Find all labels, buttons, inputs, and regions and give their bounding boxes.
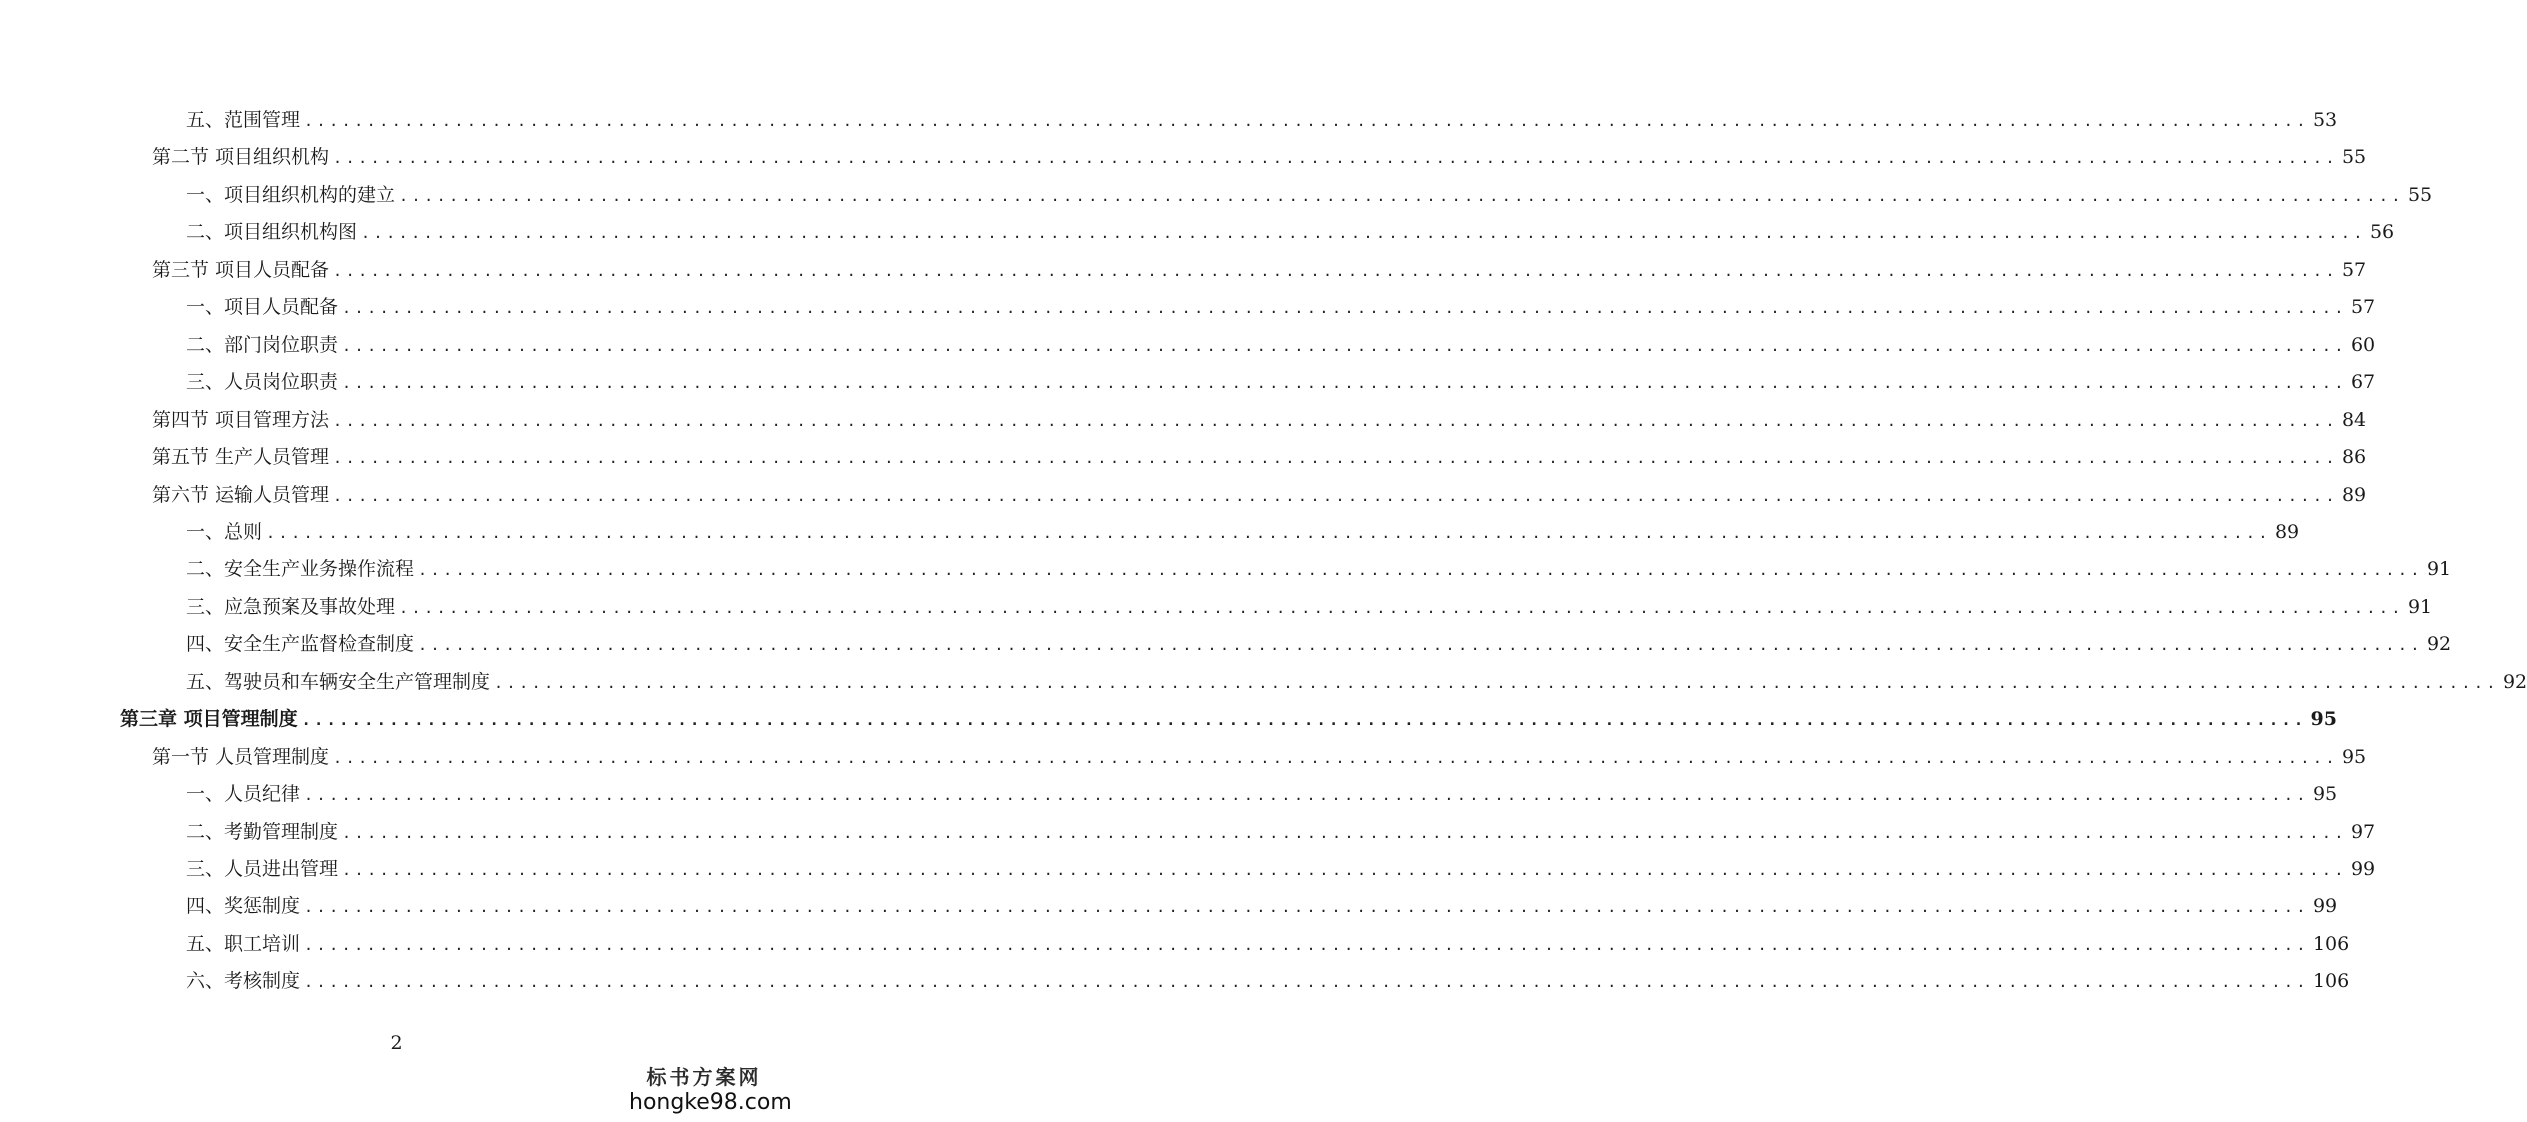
toc-entry-title: 三、人员进出管理	[186, 858, 339, 880]
toc-entry-title: 五、职工培训	[186, 933, 301, 955]
toc-entry	[120, 701, 2337, 731]
toc-dot-leader: ................................................................................................................................................................	[342, 861, 2347, 879]
toc-entry-title: 第五节 生产人员管理	[152, 446, 330, 468]
toc-dot-leader: ................................................................................................................................................................	[418, 636, 2423, 654]
toc-entry-title: 第三章 项目管理制度	[120, 708, 298, 730]
toc-entry	[186, 514, 2300, 544]
toc-entry-page: 89	[2341, 484, 2367, 506]
toc-entry-page: 92	[2502, 671, 2527, 693]
toc-dot-leader: ................................................................................................................................................................	[304, 936, 2309, 954]
toc-entry-title: 一、总则	[186, 521, 263, 543]
toc-entry-page: 89	[2274, 521, 2300, 543]
toc-dot-leader: ................................................................................................................................................................	[361, 224, 2366, 242]
toc-dot-leader: ................................................................................................................................................................	[342, 299, 2347, 317]
toc-dot-leader: ................................................................................................................................................................	[333, 262, 2338, 280]
toc-dot-leader: ................................................................................................................................................................	[399, 187, 2404, 205]
toc-entry	[186, 289, 2376, 319]
toc-entry-page: 106	[2312, 933, 2350, 955]
toc-entry-title: 一、项目组织机构的建立	[186, 184, 396, 206]
toc-entry-title: 第六节 运输人员管理	[152, 484, 330, 506]
toc-entry-title: 二、部门岗位职责	[186, 334, 339, 356]
toc-entry	[186, 664, 2527, 694]
toc-entry-title: 五、驾驶员和车辆安全生产管理制度	[186, 671, 491, 693]
toc-dot-leader: ................................................................................................................................................................	[399, 599, 2404, 617]
toc-entry-title: 第二节 项目组织机构	[152, 146, 330, 168]
toc-dot-leader: ................................................................................................................................................................	[301, 711, 2307, 729]
toc-entry	[152, 477, 2367, 507]
toc-entry-page: 60	[2350, 334, 2376, 356]
toc-entry-page: 86	[2341, 446, 2367, 468]
toc-entry-title: 第四节 项目管理方法	[152, 409, 330, 431]
toc-entry	[152, 402, 2367, 432]
toc-entry	[186, 888, 2338, 918]
toc-entry-title: 二、考勤管理制度	[186, 821, 339, 843]
toc-entry	[186, 926, 2350, 956]
toc-entry-page: 55	[2341, 146, 2367, 168]
toc-dot-leader: ................................................................................................................................................................	[333, 412, 2338, 430]
toc-entry	[186, 589, 2433, 619]
toc-dot-leader: ................................................................................................................................................................	[266, 524, 2271, 542]
toc-entry	[186, 851, 2376, 881]
toc-dot-leader: ................................................................................................................................................................	[304, 973, 2309, 991]
toc-dot-leader: ................................................................................................................................................................	[494, 674, 2499, 692]
toc-entry-page: 53	[2312, 109, 2338, 131]
toc-entry-page: 99	[2312, 895, 2338, 917]
toc-entry	[186, 776, 2338, 806]
toc-entry-page: 55	[2407, 184, 2433, 206]
toc-entry-title: 五、范围管理	[186, 109, 301, 131]
toc-entry-page: 57	[2341, 259, 2367, 281]
watermark-chinese: 标书方案网	[646, 1065, 762, 1089]
toc-entry-title: 三、应急预案及事故处理	[186, 596, 396, 618]
page-number: 2	[390, 1032, 403, 1054]
toc-entry-title: 四、奖惩制度	[186, 895, 301, 917]
toc-entry-page: 95	[2312, 783, 2338, 805]
toc-entry	[186, 963, 2350, 993]
toc-entry	[152, 139, 2367, 169]
toc-dot-leader: ................................................................................................................................................................	[342, 337, 2347, 355]
toc-entry-page: 95	[2310, 708, 2337, 730]
toc-entry-page: 99	[2350, 858, 2376, 880]
toc-entry-title: 第一节 人员管理制度	[152, 746, 330, 768]
toc-entry	[186, 102, 2338, 132]
toc-entry	[186, 177, 2433, 207]
toc-entry-title: 一、项目人员配备	[186, 296, 339, 318]
toc-entry-title: 二、项目组织机构图	[186, 221, 358, 243]
toc-dot-leader: ................................................................................................................................................................	[342, 824, 2347, 842]
toc-entry-page: 97	[2350, 821, 2376, 843]
toc-entry	[152, 439, 2367, 469]
toc-entry-title: 三、人员岗位职责	[186, 371, 339, 393]
toc-entry	[186, 364, 2376, 394]
toc-entry	[186, 626, 2452, 656]
toc-dot-leader: ................................................................................................................................................................	[304, 786, 2309, 804]
toc-entry-page: 91	[2407, 596, 2433, 618]
toc-entry-page: 56	[2369, 221, 2395, 243]
toc-entry	[186, 327, 2376, 357]
toc-entry-title: 第三节 项目人员配备	[152, 259, 330, 281]
toc-dot-leader: ................................................................................................................................................................	[418, 561, 2423, 579]
toc-entry-page: 95	[2341, 746, 2367, 768]
watermark	[629, 1061, 792, 1116]
toc-entry-page: 92	[2426, 633, 2452, 655]
toc-dot-leader: ................................................................................................................................................................	[333, 487, 2338, 505]
toc-entry-page: 57	[2350, 296, 2376, 318]
toc-dot-leader: ................................................................................................................................................................	[304, 898, 2309, 916]
watermark-url: hongke98.com	[629, 1090, 792, 1115]
toc-entry-page: 106	[2312, 970, 2350, 992]
toc-entry	[186, 551, 2452, 581]
toc-entry-title: 四、安全生产监督检查制度	[186, 633, 415, 655]
toc-entry	[186, 814, 2376, 844]
toc-dot-leader: ................................................................................................................................................................	[304, 112, 2309, 130]
toc-entry	[186, 214, 2395, 244]
toc-dot-leader: ................................................................................................................................................................	[333, 449, 2338, 467]
toc-dot-leader: ................................................................................................................................................................	[333, 149, 2338, 167]
toc-dot-leader: ................................................................................................................................................................	[342, 374, 2347, 392]
toc-dot-leader: ................................................................................................................................................................	[333, 749, 2338, 767]
toc-entry-title: 二、安全生产业务操作流程	[186, 558, 415, 580]
toc-entry-page: 84	[2341, 409, 2367, 431]
toc-entry	[152, 252, 2367, 282]
toc-entry-page: 91	[2426, 558, 2452, 580]
toc-entry-page: 67	[2350, 371, 2376, 393]
toc-entry-title: 一、人员纪律	[186, 783, 301, 805]
toc-entry-title: 六、考核制度	[186, 970, 301, 992]
toc-entry	[152, 739, 2367, 769]
